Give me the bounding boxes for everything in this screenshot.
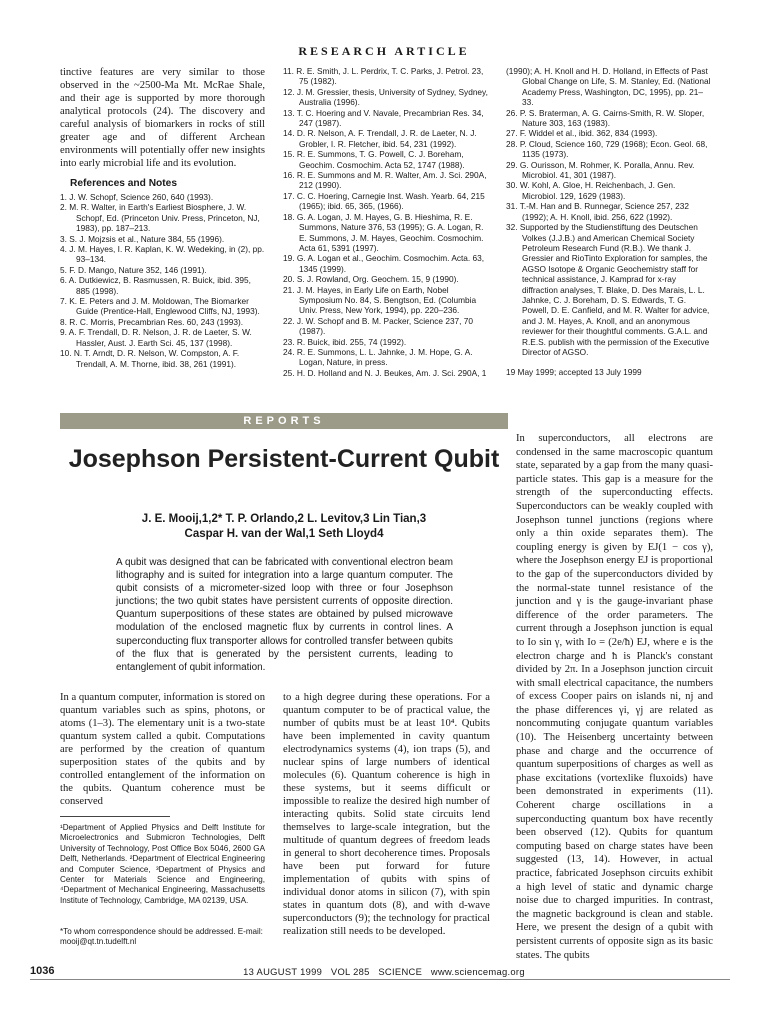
reference-item: 22. J. W. Schopf and B. M. Packer, Science 237, 70 (1987). — [283, 315, 474, 337]
reference-item: 10. N. T. Arndt, D. R. Nelson, W. Compston, A. F. Trendall, A. M. Thorne, ibid. 38, 261 (1991). — [60, 348, 240, 369]
body-paragraph: to a high degree during these operations. For a quantum computer to be of practical value, the number of qubits must be at least 10⁴. Qubits have been implemented in cavity quantum electrodynamics systems (4), ion traps (5), and nuclear spins of large numbers of identical molecules (6). Quantum coherence is high in these systems, but it seems difficult or impossible to realize the desired high number of interacting qubits. Solid state circuits lend themselves to large-scale integration, but the multitude of quantum degrees of freedom leads in general to short decoherence times. Proposals have been put forward for future implementation of qubits with spins of individual donor atoms in silicon (7), with spin states in quantum dots (8), and with d-wave superconductors (9); the technology for practical realization still needs to be developed. — [283, 692, 490, 937]
reference-item: 1. J. W. Schopf, Science 260, 640 (1993). — [60, 192, 214, 202]
authors-line-2: Caspar H. van der Wal,1 Seth Lloyd4 — [184, 528, 384, 540]
page-number: 1036 — [30, 965, 55, 977]
author-list — [60, 512, 508, 542]
references-column-2 — [283, 66, 490, 378]
reference-item: 29. G. Ourisson, M. Rohmer, K. Poralla, Annu. Rev. Microbiol. 41, 301 (1987). — [506, 159, 695, 181]
affiliation-divider — [60, 816, 170, 817]
reference-item: 18. G. A. Logan, J. M. Hayes, G. B. Hieshima, R. E. Summons, Nature 376, 53 (1995); G. A. Logan, R. E. Summons, J. M. Hayes, Geochim. Cosmochim. Acta 61, 5391 (1997). — [283, 211, 484, 253]
reference-item: 8. R. C. Morris, Precambrian Res. 60, 243 (1993). — [60, 316, 244, 327]
body-column-2 — [283, 691, 490, 938]
section-header: RESEARCH ARTICLE — [298, 44, 470, 58]
correspondence-note: *To whom correspondence should be addressed. E-mail: mooij@qt.tn.tudelft.nl — [60, 927, 263, 947]
article-ending-text: tinctive features are very similar to those observed in the ~2500-Ma Mt. McRae Shale, and their age is supported by more thorough analytical protocols (24). The discovery and careful analysis of biomarkers in rocks of still greater age and of different Archean environments will potentially offer new insights into early microbial life and its evolution. — [60, 67, 265, 169]
reference-item: 27. F. Widdel et al., ibid. 362, 834 (1993). — [506, 128, 658, 139]
reference-list-3 — [506, 66, 711, 357]
references-column-1 — [60, 66, 265, 369]
footer-divider — [30, 979, 730, 980]
reference-item: 9. A. F. Trendall, D. R. Nelson, J. R. de Laeter, S. W. Hassler, Aust. J. Earth Sci. 45, 137 (1998). — [60, 327, 252, 348]
reference-item: 31. T.-M. Han and B. Runnegar, Science 257, 232 (1992); A. H. Knoll, ibid. 256, 622 (1992). — [506, 201, 689, 222]
author-affiliations: ¹Department of Applied Physics and Delft Institute for Microelectronics and Submicron Technologies, Delft University of Technology, Post Office Box 5046, 2600 GA Delft, Netherlands. ²Department of Electrical Engineering and Computer Science, ³Department of Physics and Center for Materials Science and Engineering, ⁴Department of Mechanical Engineering, Massachusetts Institute of Technology, Cambridge, MA 02139, USA. — [60, 823, 265, 905]
reference-item: 21. J. M. Hayes, in Early Life on Earth, Nobel Symposium No. 84, S. Bengtson, Ed. (Columbia Univ. Press, New York, 1994), pp. 220–236. — [283, 284, 477, 316]
reference-item: 14. D. R. Nelson, A. F. Trendall, J. R. de Laeter, N. J. Grobler, I. R. Fletcher, ibid. 54, 231 (1992). — [283, 128, 477, 149]
reference-item: 23. R. Buick, ibid. 255, 74 (1992). — [283, 336, 407, 347]
reference-item: 7. K. E. Peters and J. M. Moldowan, The Biomarker Guide (Prentice-Hall, Englewood Cliffs, NJ, 1993). — [60, 296, 260, 317]
reference-item: 17. C. C. Hoering, Carnegie Inst. Wash. Yearb. 64, 215 (1965); ibid. 65, 365, (1966). — [283, 190, 485, 212]
reference-item: 16. R. E. Summons and M. R. Walter, Am. J. Sci. 290A, 212 (1990). — [283, 170, 487, 191]
reference-list-2 — [283, 66, 490, 378]
reference-item: (1990); A. H. Knoll and H. D. Holland, in Effects of Past Global Change on Life, S. M. Stanley, Ed. (National Academy Press, Washington, DC, 1995), pp. 21–33. — [506, 66, 711, 108]
reference-item: 32. Supported by the Studienstiftung des Deutschen Volkes (J.J.B.) and American Chemical Society Petroleum Research Fund (R.B.). We thank J. Gressier and RioTinto Exploration for samples, the AGSO Isotope & Organic Geochemistry staff for technical assistance, J. Kamprad for x-ray diffraction analyses, T. Blake, D. Des Marais, L. L. Jahnke, C. J. Boreham, D. S. Edwards, T. G. Powell, D. E. Canfield, and M. R. Walter for advice, and J. M. Hayes, A. Knoll, and an anonymous reviewer for their thoughtful comments. G.A.L. and R.E.S. publish with the permission of the Executive Director of AGSO. — [506, 222, 710, 357]
reference-item: 5. F. D. Mango, Nature 352, 146 (1991). — [60, 264, 207, 275]
body-paragraph: In superconductors, all electrons are condensed in the same macroscopic quantum state, separated by a gap from the many quasi-particle states. This gap is a measure for the strength of the superconducting effects. Superconductors can be weakly coupled with Josephson tunnel junctions (regions where only a thin oxide separates them). The coupling energy is given by EJ(1 − cos γ), where the Josephson energy EJ is proportional to the gap of the superconductors divided by the normal-state tunnel resistance of the junction and γ is the gauge-invariant phase difference of the order parameters. The current through a Josephson junction is equal to Io sin γ, with Io = (2e/ħ) EJ, where e is the electron charge and ħ is Planck's constant divided by 2π. In a Josephson junction circuit with small electrical capacitance, the numbers of excess Cooper pairs on islands ni, nj and the phase differences γi, γj are related as noncommuting conjugate quantum variables (10). The Heisenberg uncertainty between phase and charge and the occurrence of quantum superpositions of charges as well as phase excitations (vortexlike fluxoids) have been demonstrated in experiments (11). Coherent charge oscillations in a superconducting quantum box have recently been observed (12). Qubits for quantum computing based on charge states have been suggested (13, 14). However, in actual practice, fabricated Josephson circuits exhibit a high level of static and dynamic charge noise due to charged impurities. In contrast, the magnetic background is clean and stable. Here, we present the design of a qubit with persistent currents of opposite sign as its basic states. The qubits — [516, 433, 713, 961]
body-column-1 — [60, 691, 265, 808]
reference-item: 6. A. Dutkiewicz, B. Rasmussen, R. Buick, ibid. 395, 885 (1998). — [60, 275, 251, 296]
reference-item: 20. S. J. Rowland, Org. Geochem. 15, 9 (1990). — [283, 274, 459, 285]
abstract: A qubit was designed that can be fabricated with conventional electron beam lithography and is suited for integration into a large quantum computer. The qubit consists of a micrometer-sized loop with three or four Josephson junctions; the two qubit states have persistent currents of opposite direction. Quantum superpositions of these states are obtained by pulsed microwave modulation of the enclosed magnetic flux by currents in control lines. A superconducting flux transporter allows for controlled transfer between qubits of the flux that is generated by the persistent currents, leading to entanglement of qubit information. — [116, 557, 453, 673]
reference-item: 26. P. S. Braterman, A. G. Cairns-Smith, R. W. Sloper, Nature 303, 163 (1983). — [506, 107, 705, 129]
references-column-3 — [506, 66, 711, 377]
reference-item: 2. M. R. Walter, in Earth's Earliest Biosphere, J. W. Schopf, Ed. (Princeton Univ. Press, Princeton, NJ, 1983), pp. 187–213. — [60, 202, 260, 234]
reference-item: 4. J. M. Hayes, I. R. Kaplan, K. W. Wedeking, in (2), pp. 93–134. — [60, 244, 265, 265]
reference-item: 28. P. Cloud, Science 160, 729 (1968); Econ. Geol. 68, 1135 (1973). — [506, 138, 708, 160]
body-paragraph: In a quantum computer, information is stored on quantum variables such as spins, photons, or atoms (1–3). The elementary unit is a two-state quantum system called a qubit. Computations are performed by the creation of quantum superposition states of the qubits and by controlled entanglement of the information on the qubits. Quantum coherence must be conserved — [60, 692, 265, 807]
reference-item: 13. T. C. Hoering and V. Navale, Precambrian Res. 34, 247 (1987). — [283, 107, 484, 129]
reference-item: 3. S. J. Mojzsis et al., Nature 384, 55 (1996). — [60, 233, 225, 244]
authors-line-1: J. E. Mooij,1,2* T. P. Orlando,2 L. Levitov,3 Lin Tian,3 — [141, 513, 427, 525]
reports-section-bar: REPORTS — [60, 413, 508, 429]
reference-item: 24. R. E. Summons, L. L. Jahnke, J. M. Hope, G. A. Logan, Nature, in press. — [283, 346, 473, 368]
received-date: 19 May 1999; accepted 13 July 1999 — [506, 367, 642, 378]
reference-item: 11. R. E. Smith, J. L. Perdrix, T. C. Parks, J. Petrol. 23, 75 (1982). — [283, 66, 484, 87]
reference-item: 25. H. D. Holland and N. J. Beukes, Am. J. Sci. 290A, 1 — [283, 367, 487, 378]
reference-item: 12. J. M. Gressier, thesis, University of Sydney, Sydney, Australia (1996). — [283, 86, 488, 108]
reference-item: 30. W. Kohl, A. Gloe, H. Reichenbach, J. Gen. Microbiol. 129, 1629 (1983). — [506, 180, 676, 201]
reference-item: 19. G. A. Logan et al., Geochim. Cosmochim. Acta. 63, 1345 (1999). — [283, 253, 485, 274]
references-title: References and Notes — [70, 178, 178, 189]
reference-list-1 — [60, 192, 265, 369]
journal-citation: 13 AUGUST 1999 VOL 285 SCIENCE www.sciencemag.org — [243, 966, 525, 977]
reference-item: 15. R. E. Summons, T. G. Powell, C. J. Boreham, Geochim. Cosmochim. Acta 52, 1747 (1988). — [283, 149, 465, 170]
article-title: Josephson Persistent-Current Qubit — [68, 445, 500, 473]
body-column-3 — [516, 432, 713, 962]
